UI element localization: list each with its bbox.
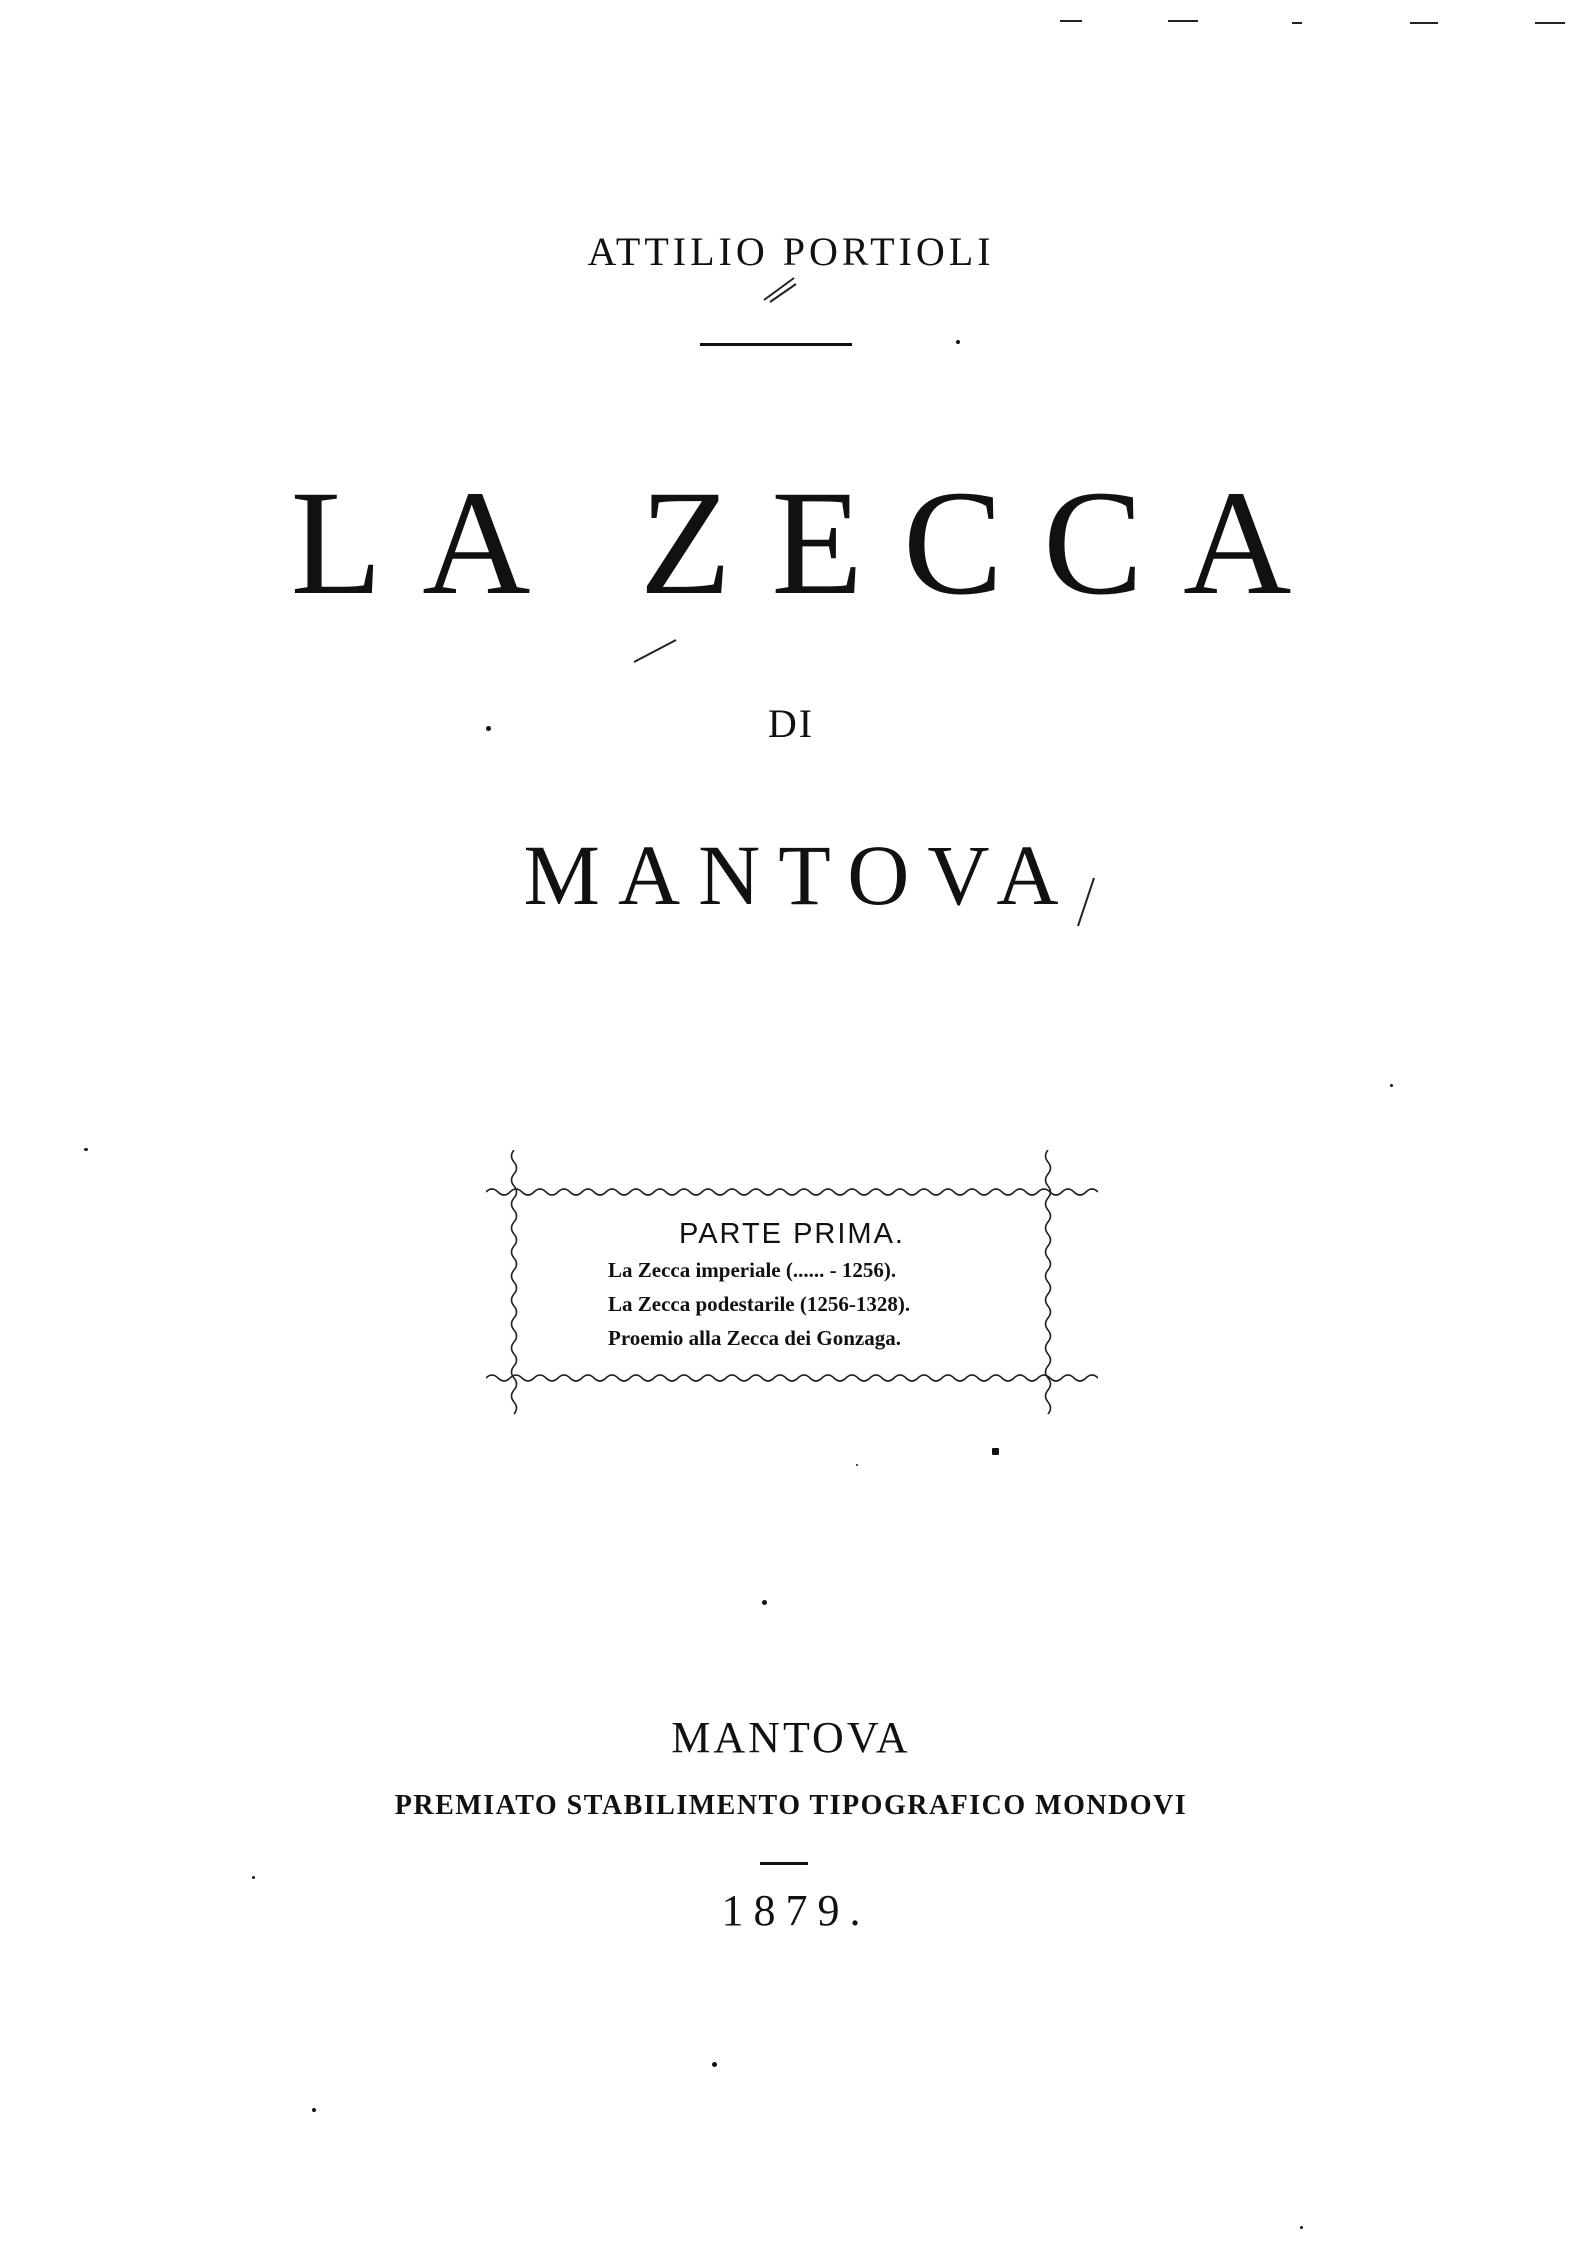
author-name: ATTILIO PORTIOLI [587, 229, 995, 274]
imprint-city: MANTOVA [671, 1713, 911, 1762]
pencil-mark [760, 272, 800, 306]
scan-speck [712, 2062, 717, 2067]
scan-mark [1535, 22, 1565, 24]
scan-mark [1060, 20, 1082, 22]
imprint-printer: PREMIATO STABILIMENTO TIPOGRAFICO MONDOVI [394, 1790, 1188, 1821]
scan-mark [1168, 20, 1198, 22]
title-connector: DI [767, 701, 815, 746]
contents-item: Proemio alla Zecca dei Gonzaga. [608, 1326, 901, 1350]
scan-speck [312, 2108, 316, 2112]
scan-speck [992, 1448, 999, 1455]
scan-mark [1292, 22, 1302, 24]
scan-speck [1300, 2226, 1303, 2229]
imprint-rule [760, 1862, 808, 1865]
pencil-mark [630, 636, 680, 666]
scan-mark [1410, 22, 1438, 24]
book-title: LA ZECCA [290, 460, 1332, 626]
place-title: MANTOVA [523, 827, 1077, 923]
scan-speck [956, 340, 960, 344]
scan-speck [1390, 1084, 1393, 1087]
scan-speck [252, 1876, 255, 1879]
part-heading: PARTE PRIMA. [679, 1218, 905, 1250]
pencil-mark [1074, 872, 1098, 932]
scan-speck [84, 1148, 88, 1151]
scan-speck [856, 1464, 858, 1466]
scan-speck [486, 726, 491, 731]
contents-item: La Zecca podestarile (1256-1328). [608, 1292, 911, 1316]
author-rule [700, 343, 852, 346]
contents-frame [486, 1150, 1098, 1422]
contents-item: La Zecca imperiale (...... - 1256). [608, 1258, 897, 1282]
imprint-year: 1879. [721, 1886, 871, 1935]
scan-speck [762, 1600, 767, 1605]
